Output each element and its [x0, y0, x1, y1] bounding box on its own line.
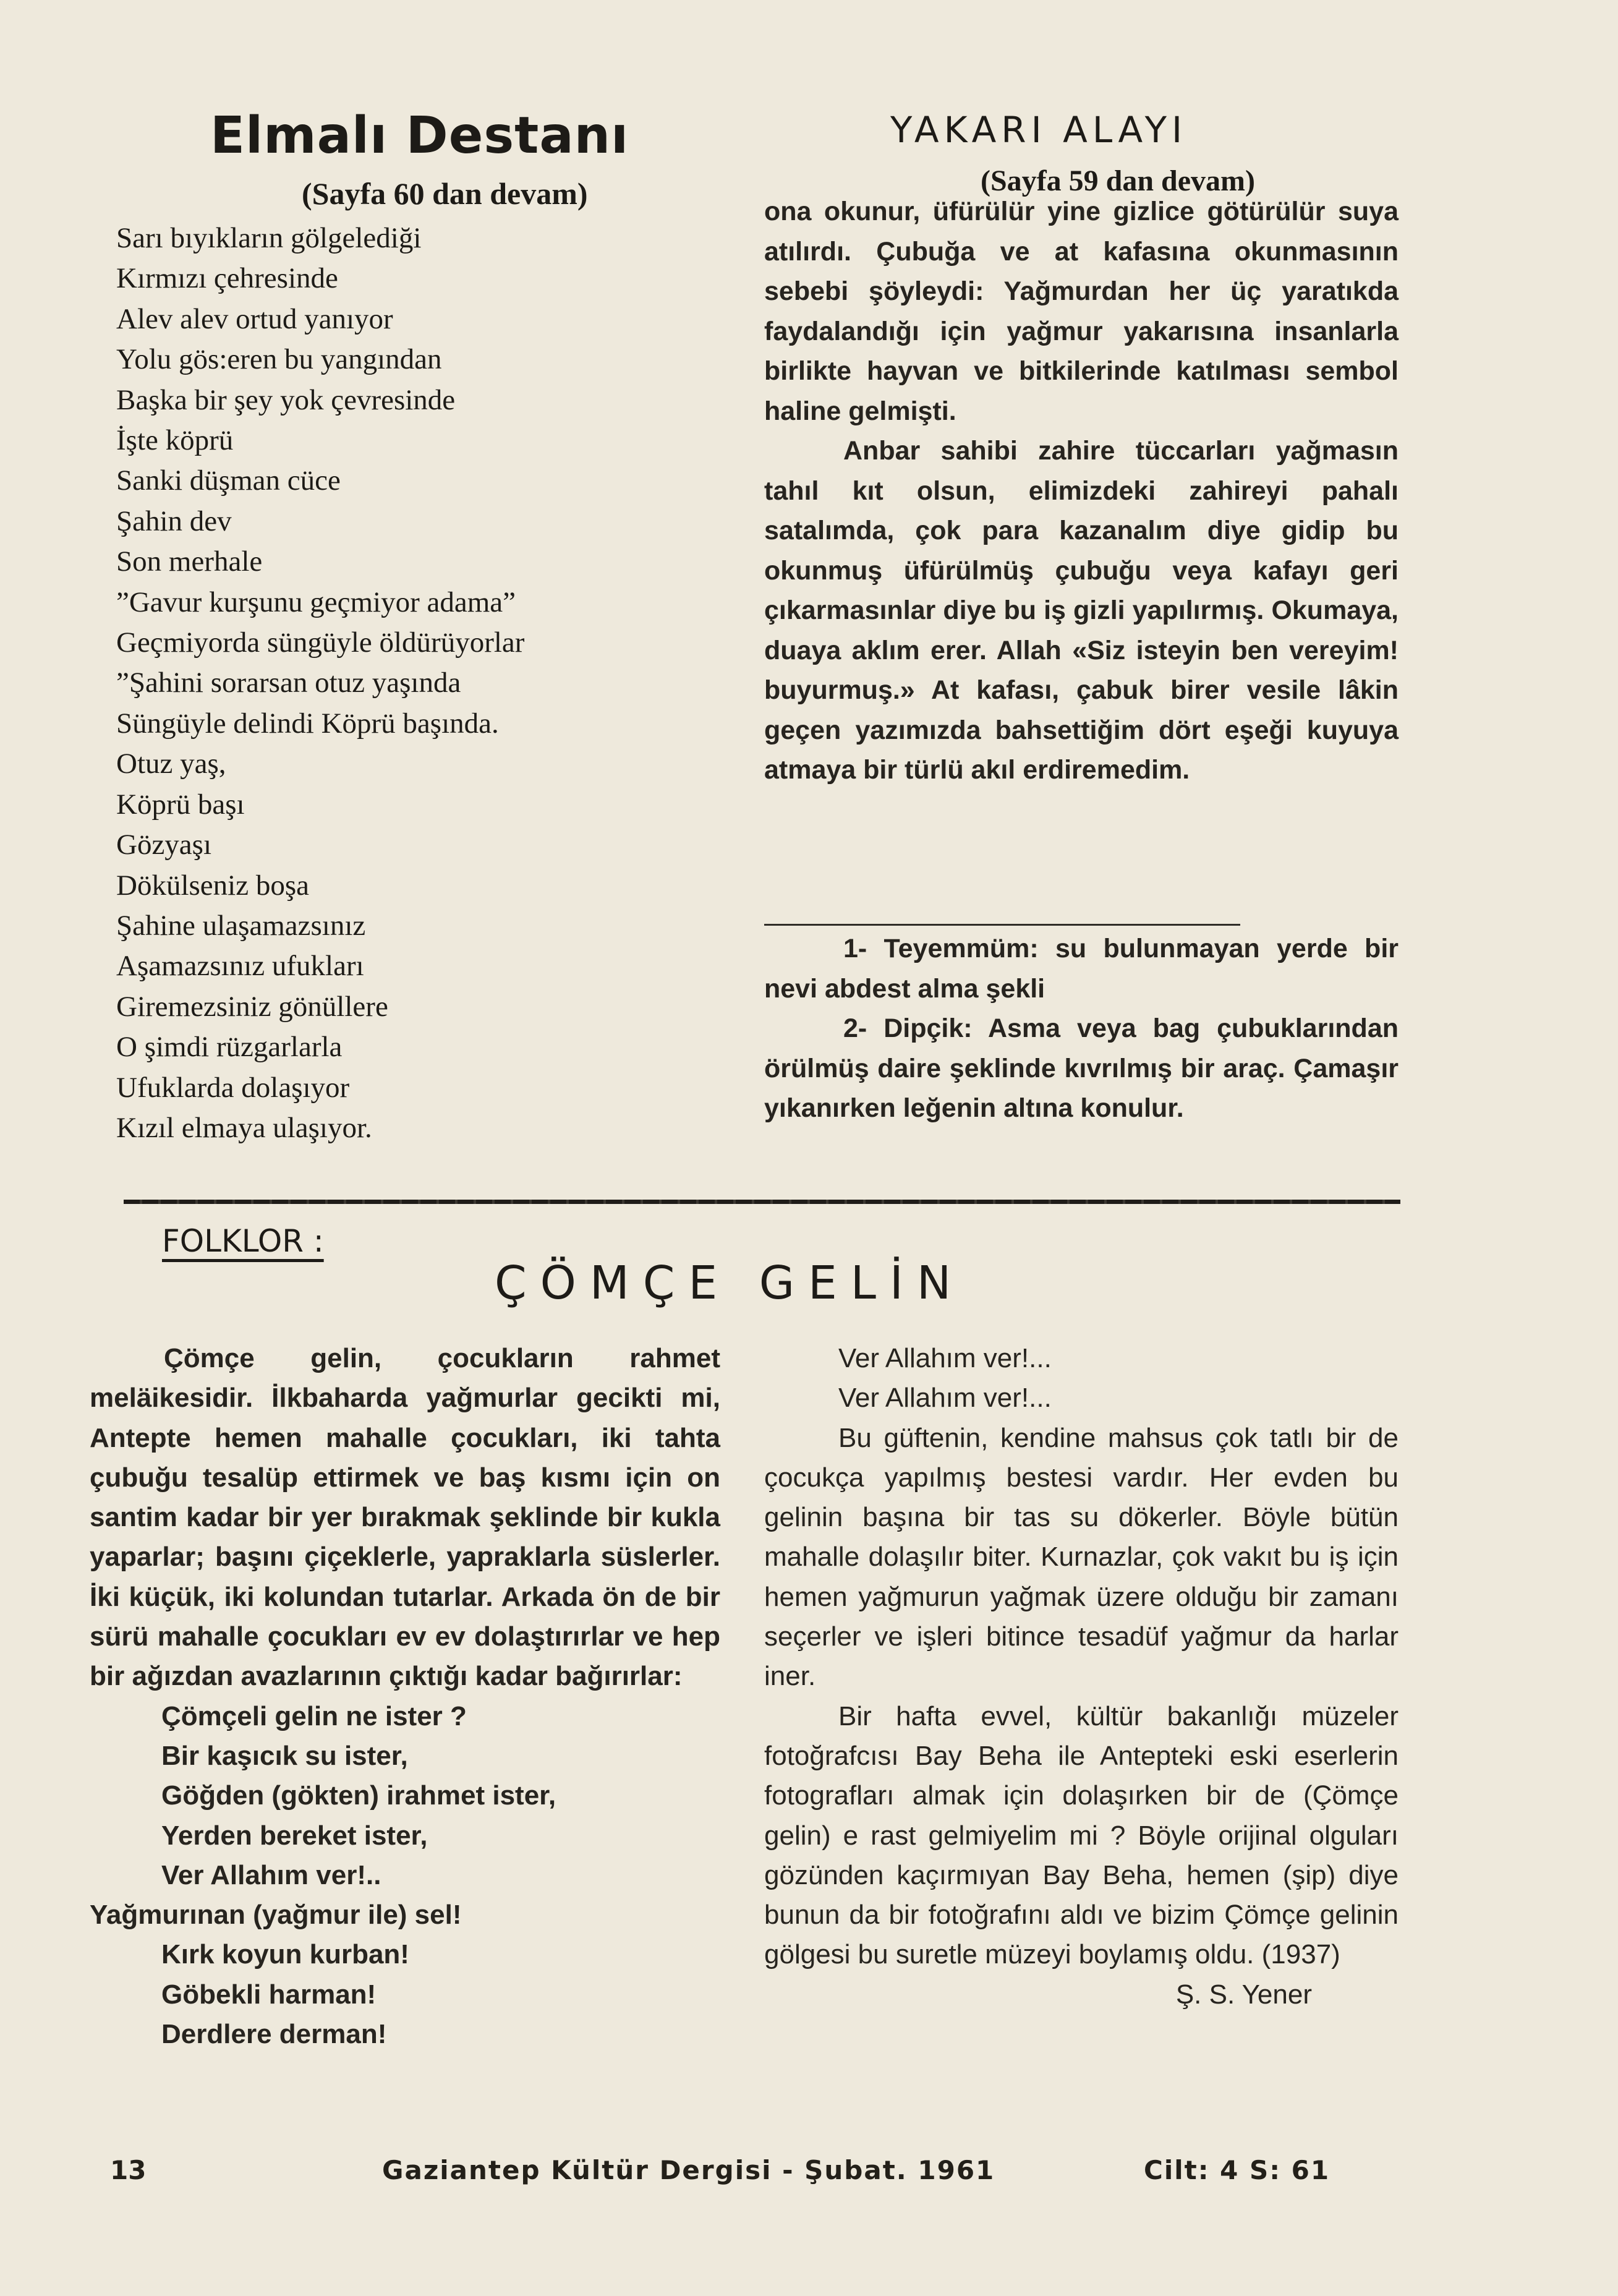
section-divider: [124, 1200, 1400, 1204]
poem-line: Sarı bıyıkların gölgelediği: [116, 222, 422, 254]
yakari-alayi-footnotes: [764, 929, 1399, 1129]
poem-line: Dökülseniz boşa: [116, 869, 309, 902]
volume-number: Cilt: 4 S: 61: [1144, 2155, 1331, 2185]
comce-gelin-right-column: [764, 1339, 1399, 2015]
section-label: FOLKLOR :: [162, 1223, 324, 1259]
footnote: 1- Teyemmüm: su bulunmayan yerde bir nevi abdest alma şekli: [764, 934, 1399, 1004]
poem-continued-note: (Sayfa 60 dan devam): [302, 176, 588, 211]
comce-gelin-left-column: [90, 1339, 720, 2054]
poem-line: Geçmiyorda süngüyle öldürüyorlar: [116, 626, 525, 659]
poem-line: Ufuklarda dolaşıyor: [116, 1071, 350, 1104]
poem-line: O şimdi rüzgarlarla: [116, 1031, 343, 1064]
poem-line: Kızıl elmaya ulaşıyor.: [116, 1111, 372, 1144]
verse-line: Kırk koyun kurban!: [161, 1939, 409, 1970]
article-paragraph: Bu güftenin, kendine mahsus çok tatlı bir de çocukça yapılmış bestesi vardır. Her evden bu gelinin başına bir tas su dökerler. Böyle bütün mahalle dolaşılır biter. Kurnazlar, çok vakıt bu iş için hemen yağmurun yağmak üzere olduğu bir zamanı seçerler ve işleri bitince tesadüf yağmur da harlar iner.: [764, 1422, 1399, 1692]
footnote-divider: [764, 924, 1240, 926]
verse-line: Çömçeli gelin ne ister ?: [161, 1701, 467, 1731]
verse-line: Göbekli harman!: [161, 1979, 377, 2010]
poem-line: Yolu gös:eren bu yangından: [116, 343, 442, 376]
verse-line: Bir kaşıcık su ister,: [161, 1740, 408, 1771]
yakari-paragraph: Anbar sahibi zahire tüccarları yağmasın tahıl kıt olsun, elimizdeki zahireyi pahalı satalımda, çok para kazanalım diye gidip bu okunmuş üfürülmüş çubuğu veya kafayı geri çıkarmasınlar diye bu iş gizli yapılırmış. Okumaya, duaya aklım erer. Allah «Siz isteyin ben vereyim! buyurmuş.» At kafası, çabuk birer vesile lâkin geçen yazımızda bahsettiğim dört eşeği kuyuya atmaya bir türlü akıl erdiremedim.: [764, 436, 1399, 785]
poem-line: Giremezsiniz gönüllere: [116, 990, 388, 1023]
poem-line: Köprü başı: [116, 788, 245, 821]
verse-line: Yerden bereket ister,: [161, 1820, 428, 1851]
poem-lines: [116, 218, 734, 1148]
poem-line: İşte köprü: [116, 424, 234, 457]
poem-line: Şahin dev: [116, 505, 232, 537]
poem-line: Şahine ulaşamazsınız: [116, 909, 366, 942]
page-number: 13: [110, 2155, 147, 2185]
poem-line: Otuz yaş,: [116, 748, 226, 780]
footnote: 2- Dipçik: Asma veya bag çubuklarından örülmüş daire şeklinde kıvrılmış bir araç. Çamaşır yıkanırken leğenin altına konulur.: [764, 1014, 1399, 1123]
yakari-alayi-title: YAKARI ALAYI: [890, 109, 1188, 151]
poem-line: Sanki düşman cüce: [116, 464, 341, 497]
poem-line: Alev alev ortud yanıyor: [116, 302, 393, 335]
yakari-alayi-body: [764, 192, 1399, 790]
poem-line: ”Şahini sorarsan otuz yaşında: [116, 667, 461, 699]
poem-line: Aşamazsınız ufukları: [116, 950, 364, 983]
poem-line: Başka bir şey yok çevresinde: [116, 383, 456, 416]
verse-line: Derdlere derman!: [161, 2019, 387, 2050]
verse-line: Göğden (gökten) irahmet ister,: [161, 1780, 556, 1811]
article-paragraph: Bir hafta evvel, kültür bakanlığı müzeler fotoğrafcısı Bay Beha ile Antepteki eski eserlerin fotografları almak için dolaşırken bir de (Çömçe gelin) e rast gelmiyelim mi ? Böyle orijinal olguları gözünden kaçırmıyan Bay Beha, hemen (şip) diye bunun da bir fotoğrafını aldı ve bizim Çömçe gelinin gölgesi bu suretle müzeyi boylamış oldu. (1937): [764, 1701, 1399, 1970]
article-paragraph: Çömçe gelin, çocukların rahmet meläikesidir. İlkbaharda yağmurlar gecikti mi, Antepte hemen mahalle çocukları, iki tahta çubuğu tesalüp ettirmek ve baş kısmı için on santim kadar bir yer bırakmak şeklinde bir kukla yaparlar; başını çiçeklerle, yapraklarla süslerler. İki küçük, iki kolundan tutarlar. Arkada ön de bir sürü mahalle çocukları ev ev dolaştırırlar ve hep bir ağızdan avazlarının çıktığı kadar bağırırlar:: [90, 1343, 720, 1692]
poem-line: Süngüyle delindi Köprü başında.: [116, 707, 499, 740]
article-title: ÇÖMÇE GELİN: [495, 1257, 965, 1310]
poem-line: ”Gavur kurşunu geçmiyor adama”: [116, 586, 516, 618]
yakari-alayi-continued-note: (Sayfa 59 dan devam): [981, 164, 1256, 197]
author-signature: Ş. S. Yener: [1175, 1979, 1312, 2010]
poem-line: Son merhale: [116, 545, 263, 578]
poem-line: Gözyaşı: [116, 829, 212, 861]
journal-issue: Gaziantep Kültür Dergisi - Şubat. 1961: [382, 2155, 995, 2185]
poem-title: Elmalı Destanı: [210, 106, 629, 165]
verse-line: Ver Allahım ver!..: [161, 1859, 381, 1890]
page-footer: [110, 2152, 1340, 2189]
verse-line: Yağmurınan (yağmur ile) sel!: [90, 1900, 462, 1931]
verse-line: Ver Allahım ver!...: [838, 1343, 1052, 1373]
verse-line: Ver Allahım ver!...: [838, 1383, 1052, 1414]
yakari-paragraph: ona okunur, üfürülür yine gizlice götürülür suya atılırdı. Çubuğa ve at kafasına okunmasının sebebi şöyleydi: Yağmurdan her üç yaratıkda faydalandığı için yağmur yakarısına insanlarla birlikte hayvan ve bitkilerinde katılması sembol haline gelmişti.: [764, 197, 1399, 426]
poem-line: Kırmızı çehresinde: [116, 262, 338, 295]
